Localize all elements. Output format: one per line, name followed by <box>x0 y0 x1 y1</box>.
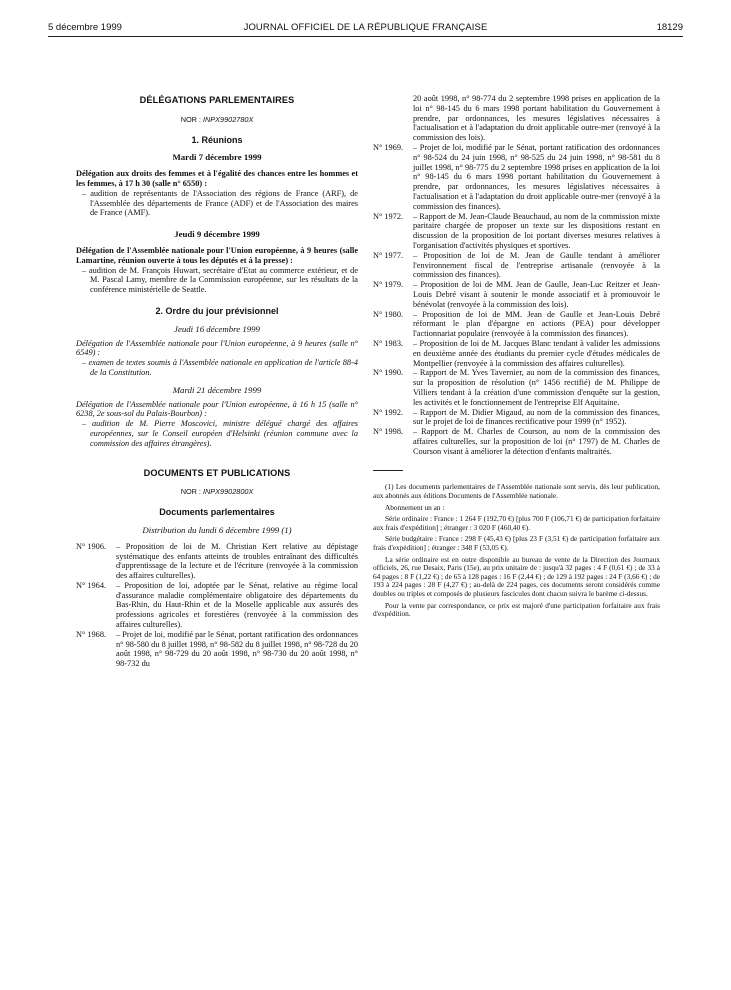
document-continuation: 20 août 1998, n° 98-774 du 2 septembre 1998 prises en application de la loi n° 98-145 du 6 mars 1998 portant habilitation du Gouvernement à prendre, par ordonnances, les mesures législatives nécessaires à l'actualisation et à l'adaptation du droit applicable outre-mer (renvoyé à la commission des lois). <box>413 94 660 143</box>
document-text: – Proposition de loi de M. Jacques Blanc tendant à valider les admissions en deuxième année des étudiants du premier cycle d'études médicales de Montpellier (renvoyée à la commission des affaires culturelles). <box>413 338 660 368</box>
meeting-body: Délégation aux droits des femmes et à l'égalité des chances entre les hommes et les femmes, à 17 h 30 (salle n° 6550) : <box>76 169 358 188</box>
footnote-paragraph: Pour la vente par correspondance, ce prix est majoré d'une participation forfaitaire aux frais d'expédition. <box>373 600 660 619</box>
document-text: – Projet de loi, modifié par le Sénat, portant ratification des ordonnances n° 98-524 du 24 juin 1998, n° 98-525 du 24 juin 1998, n° 98-581 du 8 juillet 1998, n° 98-775 du 2 septembre 1998 prises en application de la loi n° 98-145 du 6 mars 1998 portant habilitation du Gouvernement à prendre, par ordonnances, les mesures législatives nécessaires à l'actualisation et à l'adaptation du droit applicable outre-mer (renvoyé à la commission des finances). <box>413 142 660 211</box>
document-entry <box>373 280 660 309</box>
document-text: – Proposition de loi de MM. Jean de Gaulle, Jean-Luc Reitzer et Jean-Louis Debré visant à soutenir le monde associatif et à promouvoir le bénévolat (renvoyée à la commission des lois). <box>413 280 660 309</box>
document-number: N° 1906. <box>76 541 107 551</box>
agenda-item: – examen de textes soumis à l'Assemblée nationale en application de l'article 88-4 de la Constitution. <box>82 358 358 377</box>
footnote-paragraph: La série ordinaire est en outre disponible au bureau de vente de la Direction des Journaux officiels, 26, rue Desaix, Paris (15e), au prix unitaire de : jusqu'à 32 pages : 4 F (0,61 €) ; de 33 à 64 pages : 8 F (1,22 €) ; de 65 à 128 pages : 16 F (2,44 €) ; de 129 à 192 pages : 24 F (3,66 €) ; de 193 à 224 pages : 28 F (4,27 €) ; au-delà de 224 pages, ces documents seront considérés comme doubles ou triples et composés de plusieurs fascicules dont chacun suivra le barème ci-dessus. <box>373 554 660 599</box>
document-text: – Rapport de M. Jean-Claude Beauchaud, au nom de la commission mixte paritaire chargée de proposer un texte sur les dispositions restant en discussion de la proposition de loi portant diverses mesures relatives à l'organisation d'activités physiques et sportives. <box>413 211 660 250</box>
document-number: N° 1968. <box>76 629 107 639</box>
nor-label: NOR : <box>180 114 201 124</box>
section-title-documents: DOCUMENTS ET PUBLICATIONS <box>143 467 291 478</box>
meeting-item: – audition de représentants de l'Association des régions de France (ARF), de l'Assemblée des départements de France (ADF) et de l'Association des maires de France (AMF). <box>82 188 358 218</box>
header-date: 5 décembre 1999 <box>48 22 122 33</box>
document-text: – Rapport de M. Didier Migaud, au nom de la commission des finances, sur le projet de loi de finances rectificative pour 1999 (n° 1952). <box>413 407 660 427</box>
meeting-item: – audition de M. François Huwart, secrétaire d'Etat au commerce extérieur, et de M. Pascal Lamy, membre de la Commission européenne, sur les résultats de la conférence ministérielle de Seattle. <box>82 265 358 295</box>
footnote-paragraph: (1) Les documents parlementaires de l'Assemblée nationale sont servis, dès leur publication, aux abonnés aux éditions Documents de l'Assemblée nationale. <box>373 482 660 501</box>
distribution-line: Distribution du lundi 6 décembre 1999 (1) <box>142 524 292 535</box>
document-text: – Proposition de loi de M. Christian Kert relative au dépistage systématique des enfants atteints de troubles entraînant des difficultés d'apprentissage de la lecture et de l'écriture (renvoyée à la commission des affaires culturelles). <box>116 541 358 581</box>
subsection-title-documents-parlementaires: Documents parlementaires <box>159 507 275 518</box>
footnote-paragraph: Abonnement un an : <box>385 502 445 512</box>
nor-delegations <box>76 115 358 125</box>
subsection-title-reunions: 1. Réunions <box>191 134 243 145</box>
subsection-title-ordre: 2. Ordre du jour prévisionnel <box>155 305 279 316</box>
left-column <box>76 96 358 669</box>
footnote-paragraph: Série budgétaire : France : 298 F (45,43 €) [plus 23 F (3,51 €) de participation forfaitaire aux frais d'expédition] ; étranger : 348 F (53,05 €). <box>373 534 660 553</box>
document-entry <box>373 310 660 339</box>
document-text: – Projet de loi, modifié par le Sénat, portant ratification des ordonnances n° 98-580 du 8 juillet 1998, n° 98-582 du 8 juillet 1998, n° 98-728 du 20 août 1998, n° 98-729 du 20 août 1998, n° 98-730 du 20 août 1998, n° 98-732 du <box>116 629 358 669</box>
document-text: – Rapport de M. Yves Tavernier, au nom de la commission des finances, sur la proposition de résolution (n° 1456 rectifié) de M. Philippe de Villiers tendant à la création d'une commission d'enquête sur la gestion, les activités et le fonctionnement de l'entreprise Elf Aquitaine. <box>413 368 660 407</box>
agenda-item: – audition de M. Pierre Moscovici, ministre délégué chargé des affaires européennes, sur le Conseil européen d'Helsinki (réunion commune avec la commission des affaires étrangères). <box>82 419 358 448</box>
document-entry <box>373 408 660 428</box>
document-entry <box>76 581 358 630</box>
nor-documents <box>76 487 358 497</box>
document-entry <box>373 143 660 212</box>
nor-code: INPX9902800X <box>203 487 254 497</box>
meeting-body: Délégation de l'Assemblée nationale pour l'Union européenne, à 9 heures (salle Lamartine, réunion ouverte à tous les députés et à la presse) : <box>76 245 358 265</box>
document-text: – Proposition de loi, adoptée par le Sénat, relative au régime local d'assurance maladie complémentaire obligatoire des départements du Bas-Rhin, du Haut-Rhin et de la Moselle applicable aux assurés des professions agricoles et forestières (renvoyée à la commission des affaires culturelles). <box>116 580 358 630</box>
document-number: N° 1972. <box>373 211 404 221</box>
document-entry <box>373 427 660 456</box>
header-journal-title: JOURNAL OFFICIEL DE LA RÉPUBLIQUE FRANÇAISE <box>243 22 488 33</box>
document-number: N° 1977. <box>373 250 404 260</box>
meeting-date: Jeudi 9 décembre 1999 <box>174 229 260 240</box>
document-entry <box>373 339 660 368</box>
document-text: – Proposition de loi de M. Jean de Gaulle tendant à améliorer l'environnement fiscal de l'entreprise artisanale (renvoyée à la commission des finances). <box>413 250 660 280</box>
agenda-date: Jeudi 16 décembre 1999 <box>174 323 260 334</box>
document-number: N° 1980. <box>373 309 404 319</box>
document-entry <box>373 212 660 251</box>
footnote <box>373 483 660 618</box>
document-text: – Proposition de loi de MM. Jean de Gaulle et Jean-Louis Debré réformant le plan d'épargne en actions (PEA) pour développer l'actionnariat populaire (renvoyée à la commission des finances). <box>413 309 660 339</box>
document-number: N° 1992. <box>373 407 404 417</box>
nor-code: INPX9902780X <box>203 114 254 124</box>
right-column <box>373 94 660 622</box>
document-number: N° 1990. <box>373 368 404 378</box>
document-entry <box>373 251 660 280</box>
document-entry <box>76 630 358 669</box>
header-page-number: 18129 <box>656 22 683 33</box>
nor-label: NOR : <box>180 487 201 497</box>
document-number: N° 1969. <box>373 142 404 152</box>
document-entry <box>76 542 358 581</box>
agenda-date: Mardi 21 décembre 1999 <box>172 384 262 395</box>
document-number: N° 1983. <box>373 338 404 348</box>
document-number: N° 1979. <box>373 280 404 290</box>
footnote-divider <box>373 470 403 471</box>
section-title-delegations: DÉLÉGATIONS PARLEMENTAIRES <box>139 95 295 105</box>
meeting-date: Mardi 7 décembre 1999 <box>172 152 262 163</box>
footnote-paragraph: Série ordinaire : France : 1 264 F (192,70 €) [plus 700 F (106,71 €) de participation forfaitaire aux frais d'expédition] ; étranger : 3 020 F (460,40 €). <box>373 514 660 532</box>
agenda-body: Délégation de l'Assemblée nationale pour l'Union européenne, à 9 heures (salle n° 6549) : <box>76 338 358 358</box>
document-number: N° 1998. <box>373 427 404 437</box>
page-header <box>48 22 683 37</box>
agenda-body: Délégation de l'Assemblée nationale pour l'Union européenne, à 16 h 15 (salle n° 6238, 2e sous-sol du Palais-Bourbon) : <box>76 399 358 419</box>
document-number: N° 1964. <box>76 580 107 590</box>
document-entry <box>373 368 660 407</box>
document-text: – Rapport de M. Charles de Courson, au nom de la commission des affaires culturelles, sur la proposition de loi (n° 1797) de M. Charles de Courson visant à améliorer la détection d'enfants maltraités. <box>413 427 660 456</box>
